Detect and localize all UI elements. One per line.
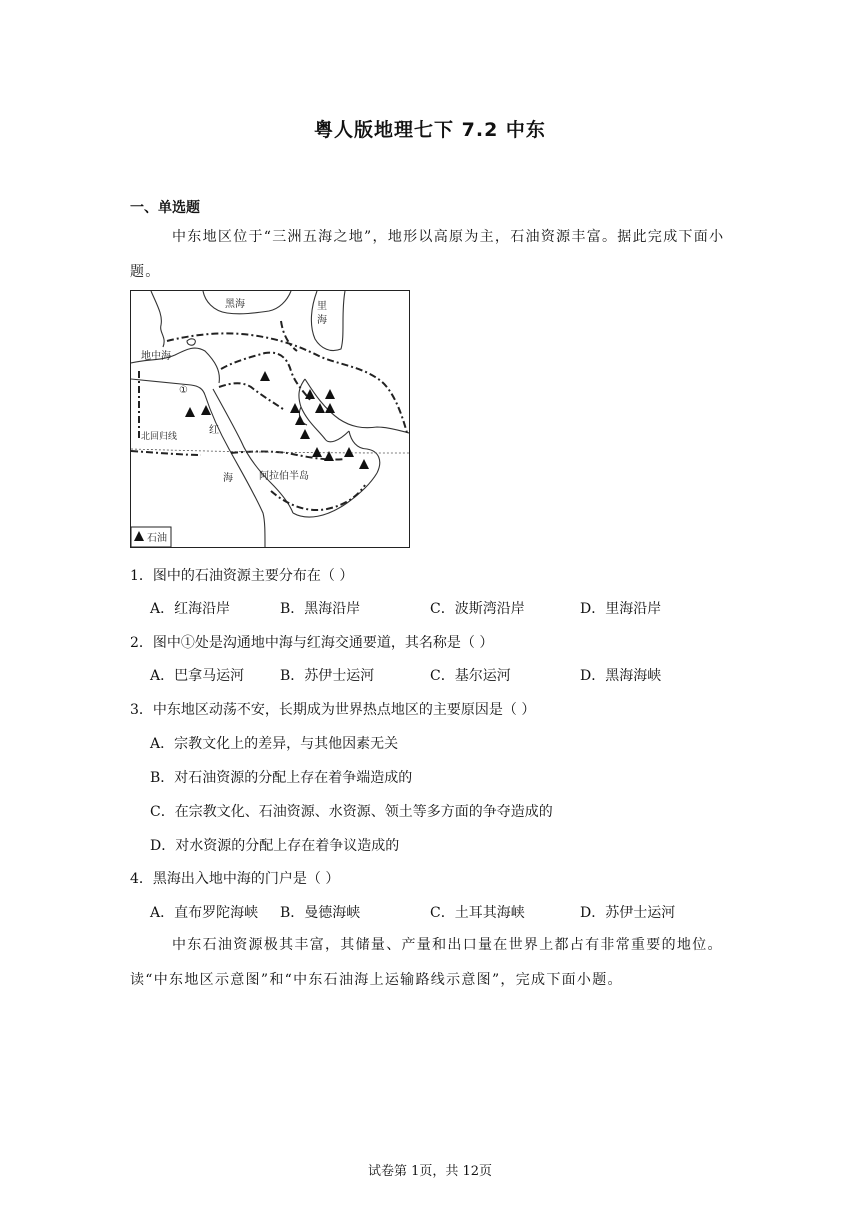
oil-marker	[295, 415, 305, 425]
option-c[interactable]: C．在宗教文化、石油资源、水资源、领土等多方面的争夺造成的	[150, 804, 553, 820]
question-text: 中东地区动荡不安，长期成为世界热点地区的主要原因是（ ）	[152, 702, 536, 718]
passage-intro: 中东地区位于“三洲五海之地”，地形以高原为主，石油资源丰富。据此完成下面小题。	[130, 229, 725, 280]
page-footer: 试卷第 1页，共 12页	[367, 1164, 493, 1179]
map-legend	[131, 527, 171, 547]
border-6	[271, 485, 365, 510]
border-3	[219, 383, 283, 409]
oil-marker	[359, 459, 369, 469]
label-red-sea-1: 红	[209, 425, 219, 436]
question-4-options	[150, 902, 710, 922]
label-mediterranean: 地中海	[141, 351, 171, 362]
border-4	[131, 451, 201, 455]
question-4	[130, 868, 339, 888]
label-caspian-1: 里	[317, 301, 327, 312]
cyprus-island	[187, 339, 195, 345]
page-title: 粤人版地理七下 7.2 中东	[314, 119, 546, 141]
option-d[interactable]: D．对水资源的分配上存在着争议造成的	[150, 838, 400, 854]
question-1	[130, 565, 353, 585]
question-3	[130, 699, 535, 719]
label-black-sea: 黑海	[225, 299, 245, 310]
oil-marker	[325, 389, 335, 399]
middle-east-map	[130, 290, 410, 548]
question-text: 黑海出入地中海的门户是（ ）	[152, 871, 340, 887]
oil-marker	[185, 407, 195, 417]
label-tropic: 北回归线	[141, 432, 178, 442]
option-a[interactable]: A．宗教文化上的差异，与其他因素无关	[150, 736, 399, 752]
option-a[interactable]: A．直布罗陀海峡	[150, 905, 259, 921]
option-c[interactable]: C．基尔运河	[430, 668, 511, 684]
option-d[interactable]: D．里海沿岸	[580, 601, 662, 617]
legend-oil-label: 石油	[147, 533, 167, 544]
option-a[interactable]: A．巴拿马运河	[150, 668, 245, 684]
question-text: 图中①处是沟通地中海与红海交通要道，其名称是（ ）	[152, 635, 494, 651]
passage-oil: 中东石油资源极其丰富，其储量、产量和出口量在世界上都占有非常重要的地位。读“中东地区示意图”和“中东石油海上运输路线示意图”，完成下面小题。	[130, 937, 723, 988]
greece-coast	[151, 291, 164, 347]
option-d[interactable]: D．黑海海峡	[580, 668, 662, 684]
question-number: 4．	[130, 871, 153, 887]
border-1	[167, 333, 407, 433]
option-c[interactable]: C．波斯湾沿岸	[430, 601, 525, 617]
med-south-coast	[131, 379, 205, 395]
question-number: 2．	[130, 635, 153, 651]
oil-marker	[344, 447, 354, 457]
option-d[interactable]: D．苏伊士运河	[580, 905, 676, 921]
black-sea-coast	[203, 291, 291, 314]
option-a[interactable]: A．红海沿岸	[150, 601, 231, 617]
oil-marker	[260, 371, 270, 381]
oil-marker	[300, 429, 310, 439]
oil-marker	[312, 447, 322, 457]
border-8	[281, 321, 297, 351]
option-b[interactable]: B．苏伊士运河	[280, 668, 375, 684]
question-1-options	[150, 598, 710, 618]
option-b[interactable]: B．对石油资源的分配上存在着争端造成的	[150, 770, 413, 786]
question-number: 1．	[130, 568, 153, 584]
option-b[interactable]: B．黑海沿岸	[280, 601, 361, 617]
red-sea-west	[205, 395, 265, 547]
label-marker-1: ①	[179, 385, 188, 396]
label-caspian-2: 海	[317, 315, 327, 326]
question-number: 3．	[130, 702, 153, 718]
question-text: 图中的石油资源主要分布在（ ）	[152, 568, 354, 584]
oil-marker	[290, 403, 300, 413]
option-c[interactable]: C．土耳其海峡	[430, 905, 525, 921]
question-2-options	[150, 665, 710, 685]
question-2	[130, 632, 493, 652]
option-b[interactable]: B．曼德海峡	[280, 905, 361, 921]
label-arabia: 阿拉伯半岛	[259, 471, 309, 482]
section-title: 一、单选题	[130, 200, 200, 216]
label-red-sea-2: 海	[223, 473, 233, 484]
